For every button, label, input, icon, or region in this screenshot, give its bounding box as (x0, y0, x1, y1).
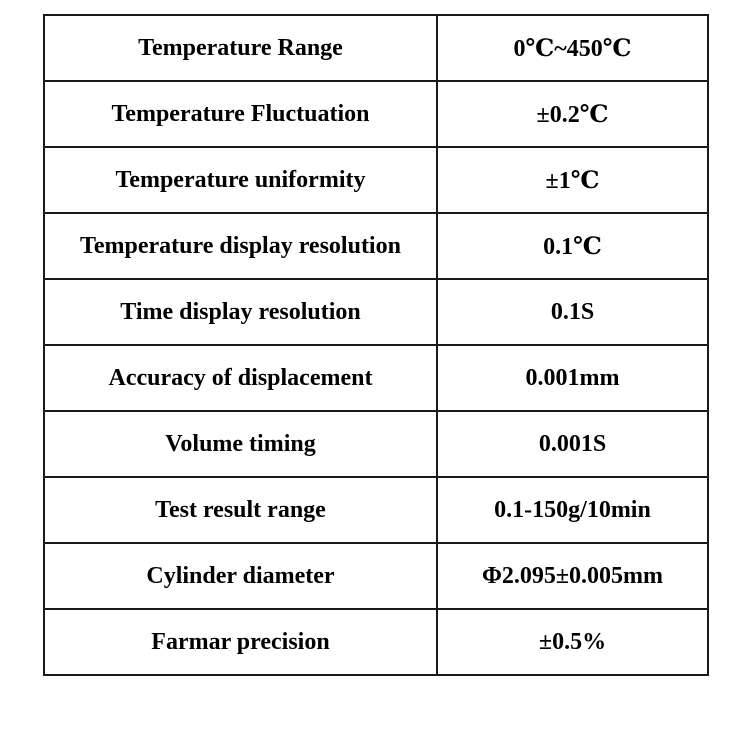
parameter-name-temperature-fluctuation: Temperature Fluctuation (44, 81, 437, 147)
parameter-name-accuracy-of-displacement: Accuracy of displacement (44, 345, 437, 411)
table-row (44, 345, 708, 411)
parameter-value-temperature-display-resolution: 0.1℃ (437, 213, 708, 279)
parameter-name-volume-timing: Volume timing (44, 411, 437, 477)
table-row (44, 213, 708, 279)
parameter-value-farmar-precision: ±0.5% (437, 609, 708, 675)
parameter-name-temperature-uniformity: Temperature uniformity (44, 147, 437, 213)
parameter-name-farmar-precision: Farmar precision (44, 609, 437, 675)
parameter-name-time-display-resolution: Time display resolution (44, 279, 437, 345)
parameter-value-test-result-range: 0.1-150g/10min (437, 477, 708, 543)
parameter-value-cylinder-diameter: Φ2.095±0.005mm (437, 543, 708, 609)
table-row (44, 477, 708, 543)
table-row (44, 147, 708, 213)
parameter-name-cylinder-diameter: Cylinder diameter (44, 543, 437, 609)
table-row (44, 543, 708, 609)
table-row (44, 81, 708, 147)
parameter-name-test-result-range: Test result range (44, 477, 437, 543)
specification-table (43, 14, 709, 676)
parameter-value-volume-timing: 0.001S (437, 411, 708, 477)
table-row (44, 15, 708, 81)
table-row (44, 411, 708, 477)
parameter-value-temperature-uniformity: ±1℃ (437, 147, 708, 213)
parameter-value-temperature-fluctuation: ±0.2℃ (437, 81, 708, 147)
table-row (44, 609, 708, 675)
parameter-name-temperature-range: Temperature Range (44, 15, 437, 81)
parameter-value-temperature-range: 0℃~450℃ (437, 15, 708, 81)
table-row (44, 279, 708, 345)
parameter-value-accuracy-of-displacement: 0.001mm (437, 345, 708, 411)
parameter-name-temperature-display-resolution: Temperature display resolution (44, 213, 437, 279)
parameter-value-time-display-resolution: 0.1S (437, 279, 708, 345)
